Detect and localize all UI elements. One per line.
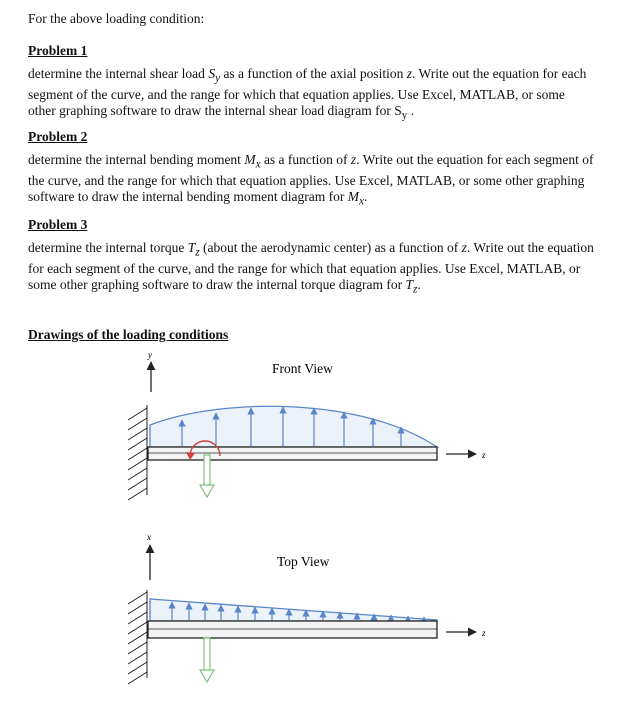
top-view-label: Top View <box>277 554 330 569</box>
front-view-diagram <box>128 350 486 500</box>
top-beam <box>148 621 437 638</box>
problem-2-title: Problem 2 <box>28 129 88 144</box>
drawings-title: Drawings of the loading conditions <box>28 327 229 342</box>
front-distributed-load <box>150 406 437 447</box>
problem-3-title: Problem 3 <box>28 217 88 232</box>
front-z-axis-label: z <box>482 450 486 460</box>
top-distributed-load <box>150 599 437 621</box>
front-view-label: Front View <box>272 361 333 376</box>
top-point-load <box>200 638 214 682</box>
front-y-axis-label: y <box>148 350 152 360</box>
top-z-axis-label: z <box>482 628 486 638</box>
problem-3-text: determine the internal torque $T_z$ (about the aerodynamic center) as a function of z. Write out the equation for each segment of the curve, and the range for which that equation applies. Use Excel, MATLAB, or some other graphing software to draw the internal torque diagram for $T_z$. <box>28 240 594 296</box>
front-point-load <box>200 455 214 497</box>
problem-1-text: determine the internal shear load $S_y$ as a function of the axial position z. Write out the equation for each segment of the curve, and the range for which that equation applies. Use Excel, MATLAB, or some other graphing software to draw the internal shear load diagram for $S_y$ . <box>28 66 587 122</box>
problem-1-title: Problem 1 <box>28 43 88 58</box>
top-x-axis-label: x <box>147 532 151 542</box>
front-wall-support <box>128 405 147 500</box>
intro-text: For the above loading condition: <box>28 11 205 26</box>
top-view-diagram <box>128 532 486 684</box>
top-wall-support <box>128 590 147 684</box>
problem-2-text: determine the internal bending moment $M_x$ as a function of z. Write out the equation for each segment of the curve, and the range for which that equation applies. Use Excel, MATLAB, or some other graphing software to draw the internal bending moment diagram for $M_x$. <box>28 152 594 208</box>
